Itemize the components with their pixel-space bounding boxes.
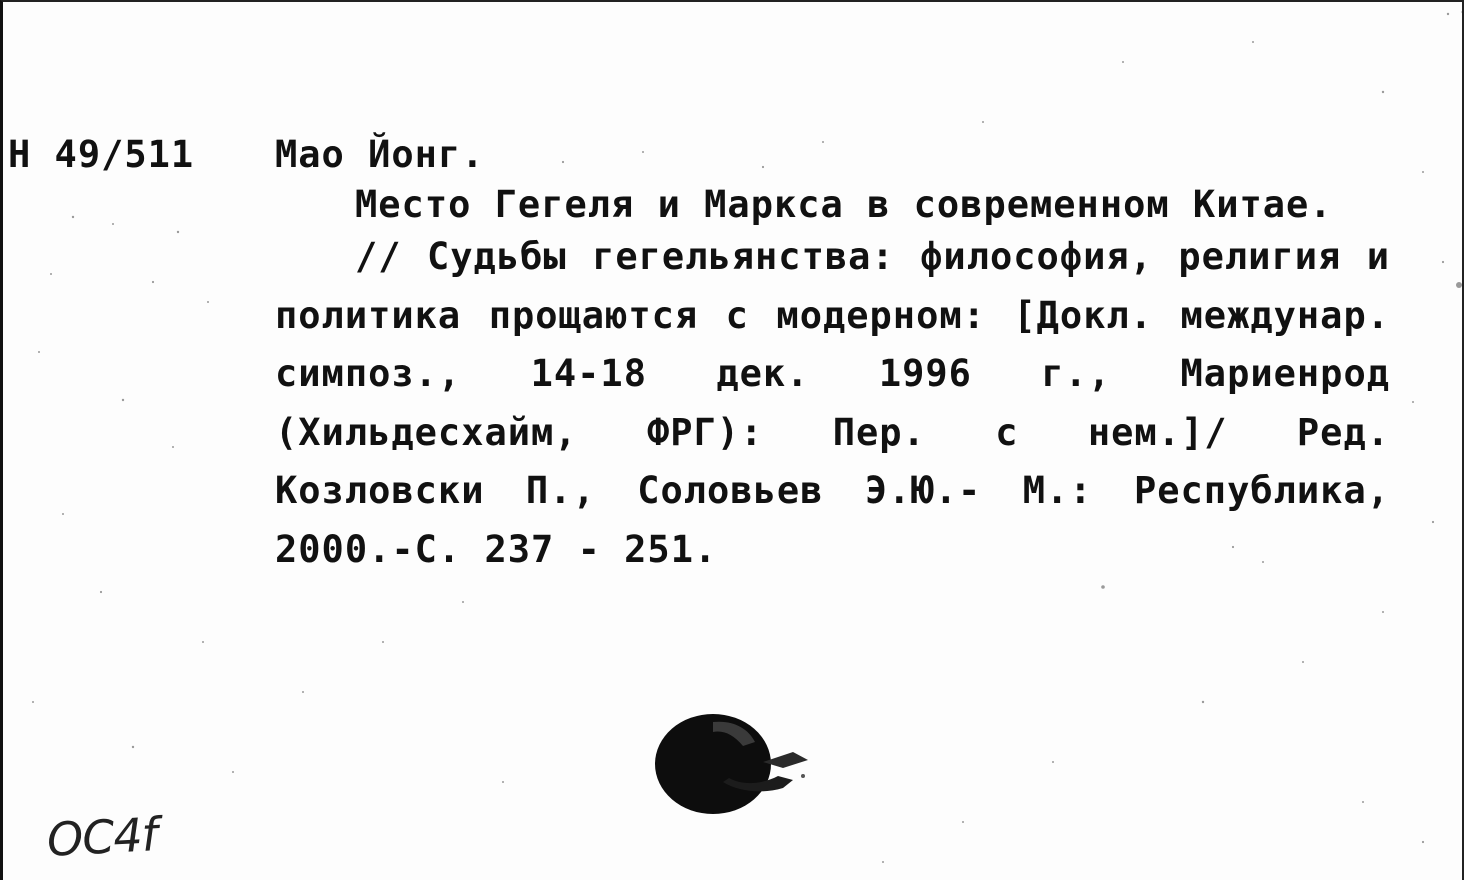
punched-hole [643,702,823,832]
shelf-mark: Н 49/511 [8,133,195,176]
bibliographic-entry [275,130,1390,579]
work-title: Место Гегеля и Маркса в современном Китае. [355,183,1333,226]
handwritten-note: ОС4f [45,807,159,867]
author-name: Мао Йонг. [275,133,485,176]
publication-details: // Судьбы гегельянства: философия, религия и политика прощаются с модерном: [Докл. междунар. симпоз., 14-18 дек. 1996 г., Мариенрод (Хильдесхайм, ФРГ): Пер. с нем.]/ Ред. Козловски П., Соловьев Э.Ю.- М.: Республика, 2000.-С. 237 - 251. [275,235,1390,571]
